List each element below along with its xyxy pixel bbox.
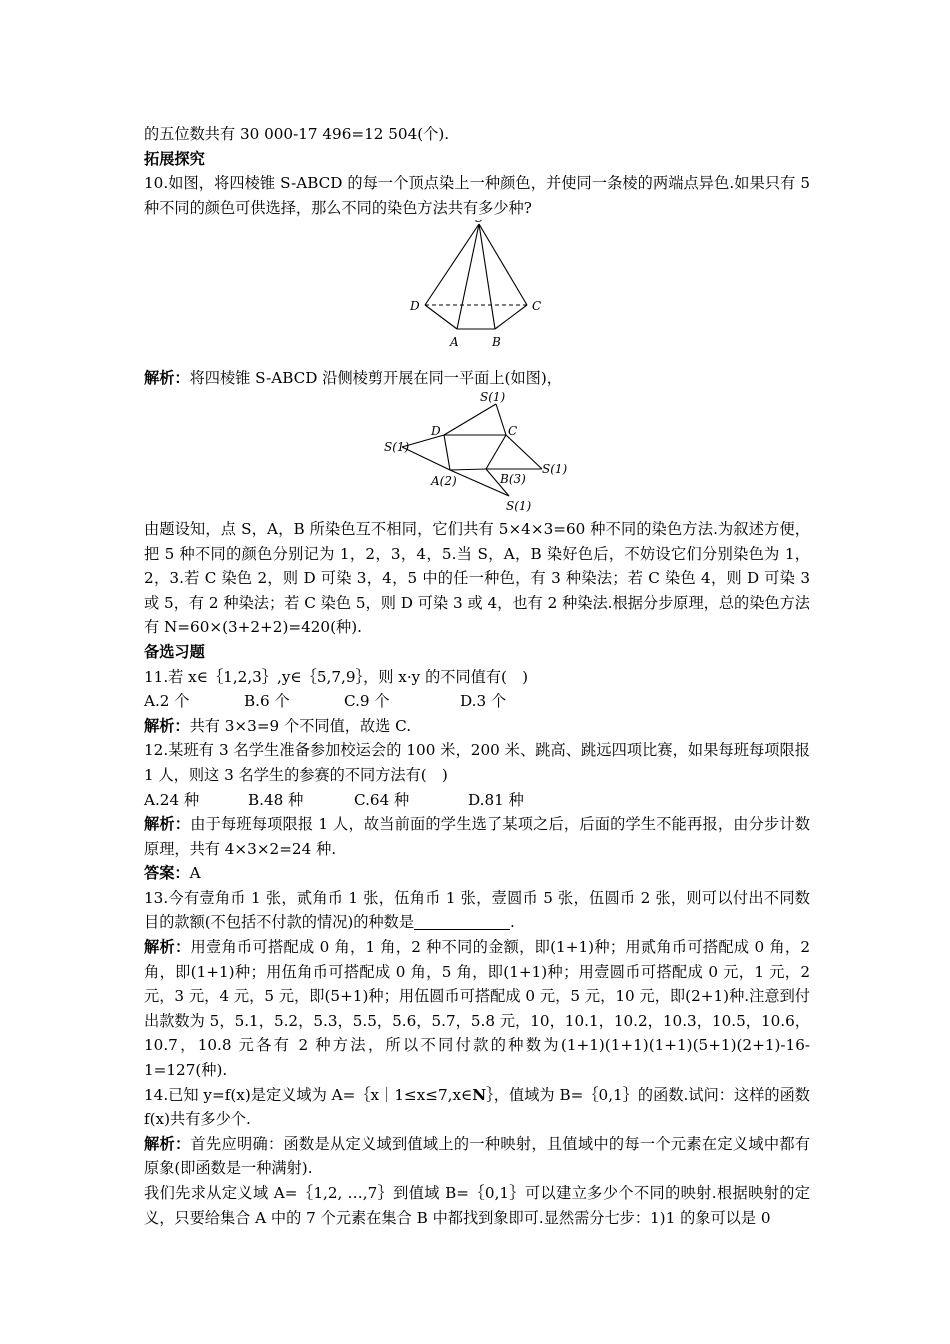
option-a: A.2 个 xyxy=(144,692,190,711)
answer-label: 解析： xyxy=(144,815,191,834)
option-c: C.9 个 xyxy=(344,692,390,711)
question-13 xyxy=(144,886,810,935)
edge-BC xyxy=(495,305,527,329)
section-heading: 备选习题 xyxy=(144,642,205,661)
answer-label: 解析： xyxy=(144,716,190,735)
answer-10-body: 由题设知，点 S，A，B 所染色互不相同，它们共有 5×4×3=60 种不同的染色方法.为叙述方便，把 5 种不同的颜色分别记为 1，2，3，4，5.当 S，A，B 染好色后，不妨设它们分别染色为 1，2，3.若 C 染色 2，则 D 可染 3，4，5 中的任一种色，有 3 种染法；若 C 染色 4，则 D 可染 3 或 5，有 2 种染法；若 C 染色 5，则 D 可染 3 或 4，也有 2 种染法.根据分步原理，总的染色方法有 N=60×(3+2+2)=420(种). xyxy=(144,519,810,637)
question-14 xyxy=(144,1083,810,1132)
answer-text: 由于每班每项限报 1 人，故当前面的学生选了某项之后，后面的学生不能再报，由分步计数原理，共有 4×3×2=24 种. xyxy=(144,815,811,858)
option-b: B.6 个 xyxy=(244,692,290,711)
answer-blank xyxy=(414,913,510,930)
label-S-bottom: S(1) xyxy=(506,498,532,513)
answer-label: 解析： xyxy=(144,938,191,957)
question-text: 14.已知 y=f(x)是定义域为 A=｛x｜1≤x≤7,x∈ xyxy=(144,1085,473,1104)
label-D: D xyxy=(431,423,441,438)
question-10: 10.如图，将四棱锥 S-ABCD 的每一个顶点染上一种颜色，并使同一条棱的两端点异色.如果只有 5 种不同的颜色可供选择，那么不同的染色方法共有多少种? xyxy=(144,174,810,217)
option-b: B.48 种 xyxy=(248,790,304,809)
question-text-cont: ｝，值域为 B=｛0,1｝的函数.试问：这样的函数 f(x)共有多少个. xyxy=(144,1085,810,1129)
section-heading: 拓展探究 xyxy=(144,149,205,168)
answer-14-more: 我们先求从定义域 A=｛1,2, …,7｝到值域 B=｛0,1｝可以建立多少个不同的映射.根据映射的定义，只要给集合 A 中的 7 个元素在集合 B 中都找到象即可.显然需分七步：1)1 的象可以是 0 xyxy=(144,1184,810,1227)
answer-text: 将四棱锥 S-ABCD 沿侧棱剪开展在同一平面上(如图)， xyxy=(189,369,562,388)
label-S xyxy=(475,220,483,225)
text-line: 的五位数共有 30 000-17 496=12 504(个). xyxy=(144,125,450,143)
answer-label: 解析： xyxy=(144,369,190,388)
answer-11 xyxy=(144,714,810,739)
natural-numbers-symbol: N xyxy=(472,1085,487,1104)
edge-SC xyxy=(479,224,527,305)
label-B: B(3) xyxy=(500,471,526,486)
edge-C-Sr xyxy=(506,435,542,469)
label-A: A xyxy=(450,335,459,350)
unfolded-diagram xyxy=(144,391,810,517)
answer-text: 首先应明确：函数是从定义域到值域上的一种映射，且值域中的每一个元素在定义域中都有原象(即函数是一种满射). xyxy=(144,1134,811,1178)
label-S-top: S(1) xyxy=(480,390,506,404)
answer-text: 共有 3×3=9 个不同值，故选 C. xyxy=(189,716,412,735)
document-page xyxy=(144,122,810,1230)
unfolded-figure xyxy=(144,391,810,517)
option-c: C.64 种 xyxy=(354,790,410,809)
edge-S-D xyxy=(444,404,496,435)
answer-13 xyxy=(144,935,810,1083)
key-text: A xyxy=(189,864,201,883)
answer-10-intro xyxy=(144,366,810,391)
edge-C-B xyxy=(486,435,506,469)
answer-label: 解析： xyxy=(144,1134,191,1153)
label-C: C xyxy=(532,299,542,314)
label-D: D xyxy=(410,299,420,314)
label-S-right: S(1) xyxy=(542,461,568,476)
label-B: B xyxy=(492,335,501,350)
pyramid-diagram xyxy=(144,220,810,366)
edge-DA xyxy=(425,305,457,329)
answer-12 xyxy=(144,812,810,861)
question-11-options xyxy=(144,689,810,714)
key-label: 答案： xyxy=(144,864,190,883)
edge-D-A xyxy=(444,435,450,470)
pyramid-figure xyxy=(144,220,810,366)
label-A: A(2) xyxy=(431,473,457,488)
answer-14 xyxy=(144,1132,810,1181)
question-12: 12.某班有 3 名学生准备参加校运会的 100 米，200 米、跳高、跳远四项比赛，如果每班每项限报 1 人，则这 3 名学生的参赛的不同方法有( ) xyxy=(144,741,810,784)
option-a: A.24 种 xyxy=(144,790,200,809)
question-text: 13.今有壹角币 1 张，贰角币 1 张，伍角币 1 张，壹圆币 5 张，伍圆币 2 张，则可以付出不同数目的款额(不包括不付款的情况)的种数是 xyxy=(144,888,810,932)
label-C: C xyxy=(508,423,518,438)
question-12-options xyxy=(144,788,810,813)
edge-A-B xyxy=(450,469,486,470)
edge-SB xyxy=(479,224,495,329)
edge-S-C xyxy=(496,404,506,435)
label-S-left: S(1) xyxy=(384,439,410,454)
answer-12-key xyxy=(144,861,810,886)
option-d: D.81 种 xyxy=(468,790,524,809)
answer-text: 用壹角币可搭配成 0 角，1 角，2 种不同的金额，即(1+1)种；用贰角币可搭配成 0 角，2 角，即(1+1)种；用伍角币可搭配成 0 角，5 角，即(1+1)种；用壹圆币可搭配成 0 元，1 元，2 元，3 元，4 元，5 元，即(5+1)种；用伍圆币可搭配成 0 元，5 元，10 元，即(2+1)种.注意到付出款数为 5，5.1，5.2，5.3，5.5，5.6，5.7，5.8 元，10，10.1，10.2，10.3，10.5，10.6，10.7，10.8 元各有 2 种方法，所以不同付款的种数为(1+1)(1+1)(1+1)(5+1)(2+1)-16-1=127(种). xyxy=(144,938,811,1080)
question-end: . xyxy=(510,913,515,932)
option-d: D.3 个 xyxy=(460,692,507,711)
question-11: 11.若 x∈｛1,2,3｝,y∈｛5,7,9｝，则 x·y 的不同值有( ) xyxy=(144,667,529,686)
